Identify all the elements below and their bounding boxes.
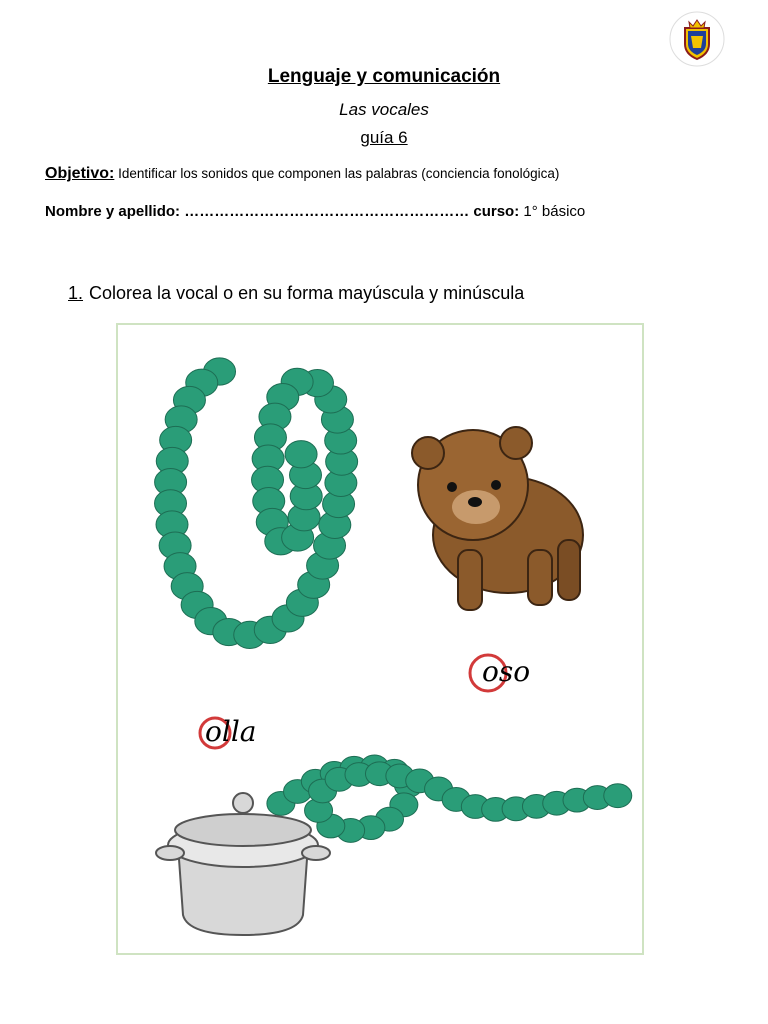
activity-illustration <box>118 325 642 953</box>
exercise-instruction <box>68 283 524 304</box>
student-info-row <box>45 203 585 220</box>
word-olla: olla <box>205 715 257 748</box>
lowercase-o-dots[interactable] <box>267 755 632 842</box>
uppercase-o-dots[interactable] <box>155 358 358 649</box>
exercise-number: 1. <box>68 283 84 303</box>
word-oso: oso <box>482 655 531 688</box>
activity-frame <box>116 323 644 955</box>
page-subtitle: Las vocales <box>339 100 429 119</box>
course-value: 1° básico <box>523 203 586 220</box>
bear-icon <box>412 427 583 610</box>
name-blank[interactable]: ………………………………………………… <box>184 203 470 220</box>
exercise-text: Colorea la vocal o en su forma mayúscula y minúscula <box>89 283 525 303</box>
name-label: Nombre y apellido: <box>45 203 181 220</box>
course-label: curso: <box>473 203 520 220</box>
page-title: Lenguaje y comunicación <box>267 66 501 87</box>
guide-number: guía 6 <box>360 128 408 147</box>
school-crest-icon <box>668 10 726 68</box>
objective-text: Identificar los sonidos que componen las palabras (conciencia fonológica) <box>118 166 560 181</box>
pot-icon <box>156 793 330 935</box>
objective-label: Objetivo: <box>45 165 115 182</box>
letter-dot[interactable] <box>604 784 632 808</box>
letter-dot[interactable] <box>285 441 317 468</box>
objective-line <box>45 165 559 183</box>
